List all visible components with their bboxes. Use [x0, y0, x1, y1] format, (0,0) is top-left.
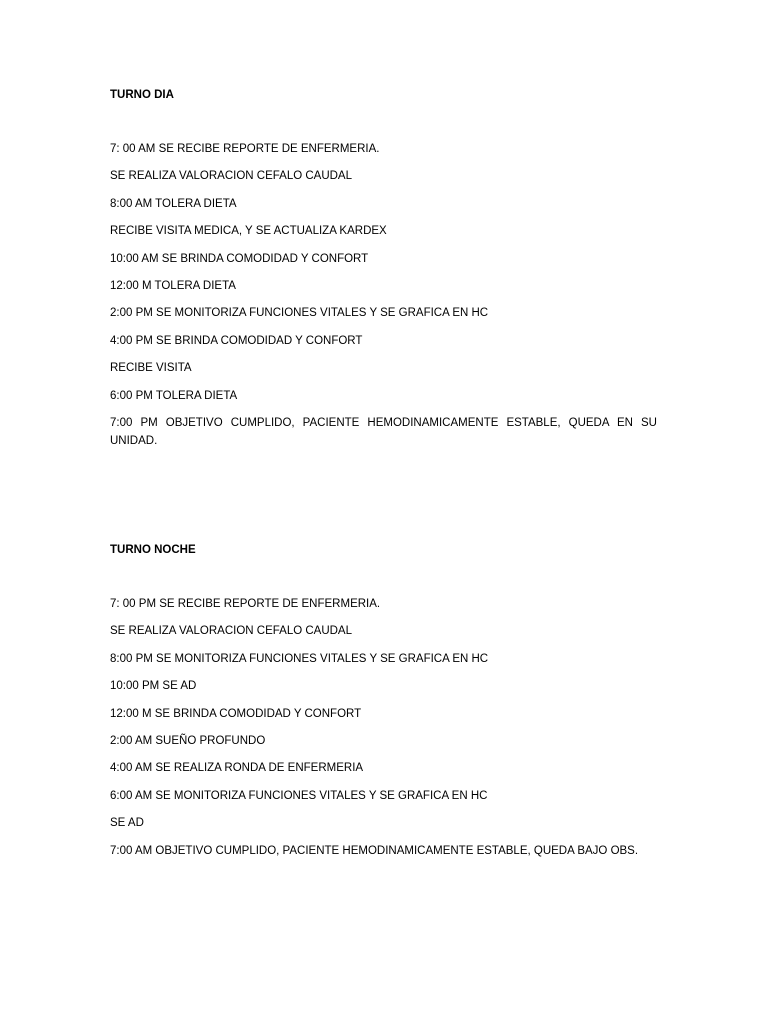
day-entry: 2:00 PM SE MONITORIZA FUNCIONES VITALES Y SE GRAFICA EN HC	[110, 307, 489, 320]
night-entry: SE REALIZA VALORACION CEFALO CAUDAL	[110, 625, 352, 638]
night-entry: 8:00 PM SE MONITORIZA FUNCIONES VITALES Y SE GRAFICA EN HC	[110, 652, 489, 665]
day-shift-title: TURNO DIA	[110, 89, 174, 101]
night-entry: 7:00 AM OBJETIVO CUMPLIDO, PACIENTE HEMODINAMICAMENTE ESTABLE, QUEDA BAJO OBS.	[110, 844, 639, 857]
night-shift-entries	[110, 595, 657, 860]
night-entry: SE AD	[110, 817, 144, 830]
night-shift-title: TURNO NOCHE	[110, 544, 196, 556]
day-entry: 4:00 PM SE BRINDA COMODIDAD Y CONFORT	[110, 334, 363, 347]
day-entry: 7:00 PM OBJETIVO CUMPLIDO, PACIENTE HEMODINAMICAMENTE ESTABLE, QUEDA EN SU UNIDAD.	[110, 416, 657, 447]
day-entry: RECIBE VISITA	[110, 362, 192, 375]
day-shift-section	[110, 86, 657, 459]
night-entry: 4:00 AM SE REALIZA RONDA DE ENFERMERIA	[110, 762, 364, 775]
day-entry: 12:00 M TOLERA DIETA	[110, 279, 236, 292]
night-entry: 7: 00 PM SE RECIBE REPORTE DE ENFERMERIA.	[110, 598, 381, 610]
day-entry: SE REALIZA VALORACION CEFALO CAUDAL	[110, 170, 352, 183]
night-entry: 12:00 M SE BRINDA COMODIDAD Y CONFORT	[110, 707, 362, 720]
day-entry: 6:00 PM TOLERA DIETA	[110, 389, 238, 402]
night-entry: 2:00 AM SUEÑO PROFUNDO	[110, 734, 266, 747]
night-entry: 10:00 PM SE AD	[110, 680, 197, 693]
day-shift-entries	[110, 140, 657, 450]
day-entry: 10:00 AM SE BRINDA COMODIDAD Y CONFORT	[110, 252, 369, 265]
day-entry: 8:00 AM TOLERA DIETA	[110, 197, 237, 210]
night-entry: 6:00 AM SE MONITORIZA FUNCIONES VITALES Y SE GRAFICA EN HC	[110, 789, 488, 802]
day-entry: RECIBE VISITA MEDICA, Y SE ACTUALIZA KARDEX	[110, 225, 387, 238]
day-entry: 7: 00 AM SE RECIBE REPORTE DE ENFERMERIA.	[110, 143, 380, 155]
night-shift-section	[110, 541, 657, 869]
